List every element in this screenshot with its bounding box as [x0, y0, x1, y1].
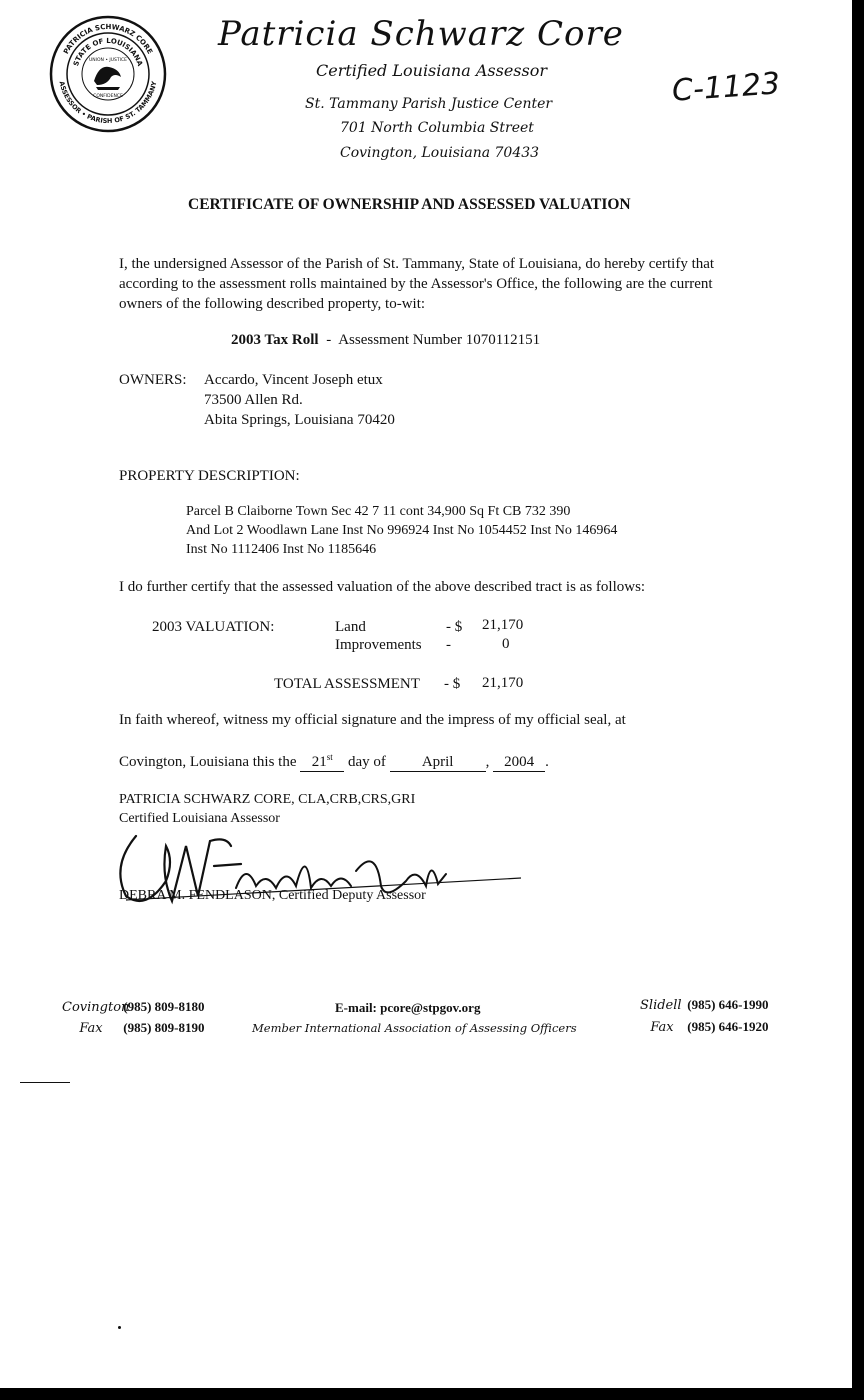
land-value: 21,170 — [482, 617, 524, 633]
signatory-title-line: Certified Louisiana Assessor — [119, 811, 280, 826]
improvements-dash: - — [446, 637, 451, 653]
dated-day — [300, 752, 344, 772]
seal-inner-text: STATE OF LOUISIANA — [72, 36, 144, 68]
property-line1: Parcel B Claiborne Town Sec 42 7 11 cont 34,900 Sq Ft CB 732 390 — [186, 504, 571, 519]
pelican-emblem-icon — [94, 67, 121, 85]
assessment-label: Assessment Number — [338, 332, 462, 348]
dated-line — [119, 752, 549, 772]
intro-line3: owners of the following described property, to-wit: — [119, 296, 426, 312]
footer-slidell-phone: (985) 646-1990 — [687, 997, 769, 1012]
tax-roll-separator: - — [326, 332, 332, 348]
total-value: 21,170 — [482, 675, 524, 691]
seal-center-bottom-text: CONFIDENCE — [93, 94, 123, 99]
owners-label: OWNERS: — [119, 372, 187, 388]
total-label: TOTAL ASSESSMENT — [274, 676, 420, 692]
assessor-seal — [49, 15, 167, 133]
footer-fax-label-right: Fax — [650, 1020, 674, 1035]
letterhead-address-line2: 701 North Columbia Street — [340, 120, 534, 136]
witness-statement: In faith whereof, witness my official signature and the impress of my official seal, at — [119, 712, 626, 728]
owner-name: Accardo, Vincent Joseph etux — [204, 372, 383, 388]
file-note: C-1123 — [670, 66, 782, 109]
tax-roll-year: 2003 Tax Roll — [231, 332, 319, 348]
footer-fax-phone-left: (985) 809-8190 — [123, 1020, 205, 1035]
seal-center-top-text: UNION • JUSTICE — [89, 58, 127, 63]
letterhead-name: Patricia Schwarz Core — [218, 14, 624, 54]
letterhead-address-line3: Covington, Louisiana 70433 — [340, 145, 540, 161]
signatory-name-line: PATRICIA SCHWARZ CORE, CLA,CRB,CRS,GRI — [119, 792, 416, 807]
property-line2: And Lot 2 Woodlawn Lane Inst No 996924 Inst No 1054452 Inst No 146964 — [186, 523, 618, 538]
footer-fax-phone-right: (985) 646-1920 — [687, 1019, 769, 1034]
dated-comma: , — [485, 754, 490, 770]
tax-roll-line — [231, 332, 540, 349]
footer-right-row1 — [640, 997, 769, 1013]
property-line3: Inst No 1112406 Inst No 1185646 — [186, 542, 377, 557]
footer-right-row2 — [640, 1019, 769, 1035]
scan-mark-dot — [118, 1326, 121, 1329]
signature-text: DMFendlason, Dpty — [106, 826, 115, 827]
improvements-label: Improvements — [335, 637, 422, 653]
intro-line2: according to the assessment rolls maintained by the Assessor's Office, the following are the current — [119, 276, 713, 292]
dated-end: . — [545, 754, 549, 770]
valuation-label: 2003 VALUATION: — [152, 619, 275, 635]
letterhead-address-line1: St. Tammany Parish Justice Center — [305, 96, 553, 112]
footer-left-row2 — [62, 1020, 205, 1036]
seal-outer-top-text: PATRICIA SCHWARZ CORE — [62, 22, 154, 56]
document-title: CERTIFICATE OF OWNERSHIP AND ASSESSED VALUATION — [188, 196, 631, 213]
nest-icon — [96, 87, 120, 90]
improvements-value: 0 — [502, 636, 510, 652]
footer-slidell-label: Slidell — [640, 998, 682, 1013]
seal-outer-bottom-text: ASSESSOR • PARISH OF ST. TAMMANY — [57, 80, 159, 126]
footer-email: E-mail: pcore@stpgov.org — [335, 1000, 481, 1015]
intro-line1: I, the undersigned Assessor of the Parish of St. Tammany, State of Louisiana, do hereby certify that — [119, 256, 715, 272]
dated-prefix: Covington, Louisiana this the — [119, 754, 297, 770]
valuation-intro: I do further certify that the assessed valuation of the above described tract is as follows: — [119, 579, 646, 595]
dated-day-suffix: st — [326, 752, 333, 762]
footer-left-row1 — [62, 999, 205, 1015]
owner-street: 73500 Allen Rd. — [204, 392, 303, 408]
property-label: PROPERTY DESCRIPTION: — [119, 468, 300, 484]
footer-fax-label-left: Fax — [79, 1021, 103, 1036]
assessment-number: 1070112151 — [465, 332, 541, 348]
scan-mark-line — [20, 1082, 70, 1083]
letterhead-title: Certified Louisiana Assessor — [316, 61, 547, 80]
dated-day-of: day of — [348, 754, 386, 770]
owner-city: Abita Springs, Louisiana 70420 — [204, 412, 395, 428]
footer-covington-label: Covington — [62, 1000, 130, 1015]
deputy-line: DEBRA M. FENDLASON, Certified Deputy Assessor — [119, 888, 426, 903]
dated-day-number: 21 — [311, 754, 327, 770]
land-label: Land — [335, 619, 366, 635]
footer-membership: Member International Association of Assessing Officers — [252, 1021, 577, 1035]
dated-year: 2004 — [493, 754, 545, 772]
total-dash: - $ — [444, 676, 461, 692]
dated-month: April — [390, 754, 486, 772]
footer-covington-phone: (985) 809-8180 — [123, 999, 205, 1014]
land-dash: - $ — [446, 619, 463, 635]
